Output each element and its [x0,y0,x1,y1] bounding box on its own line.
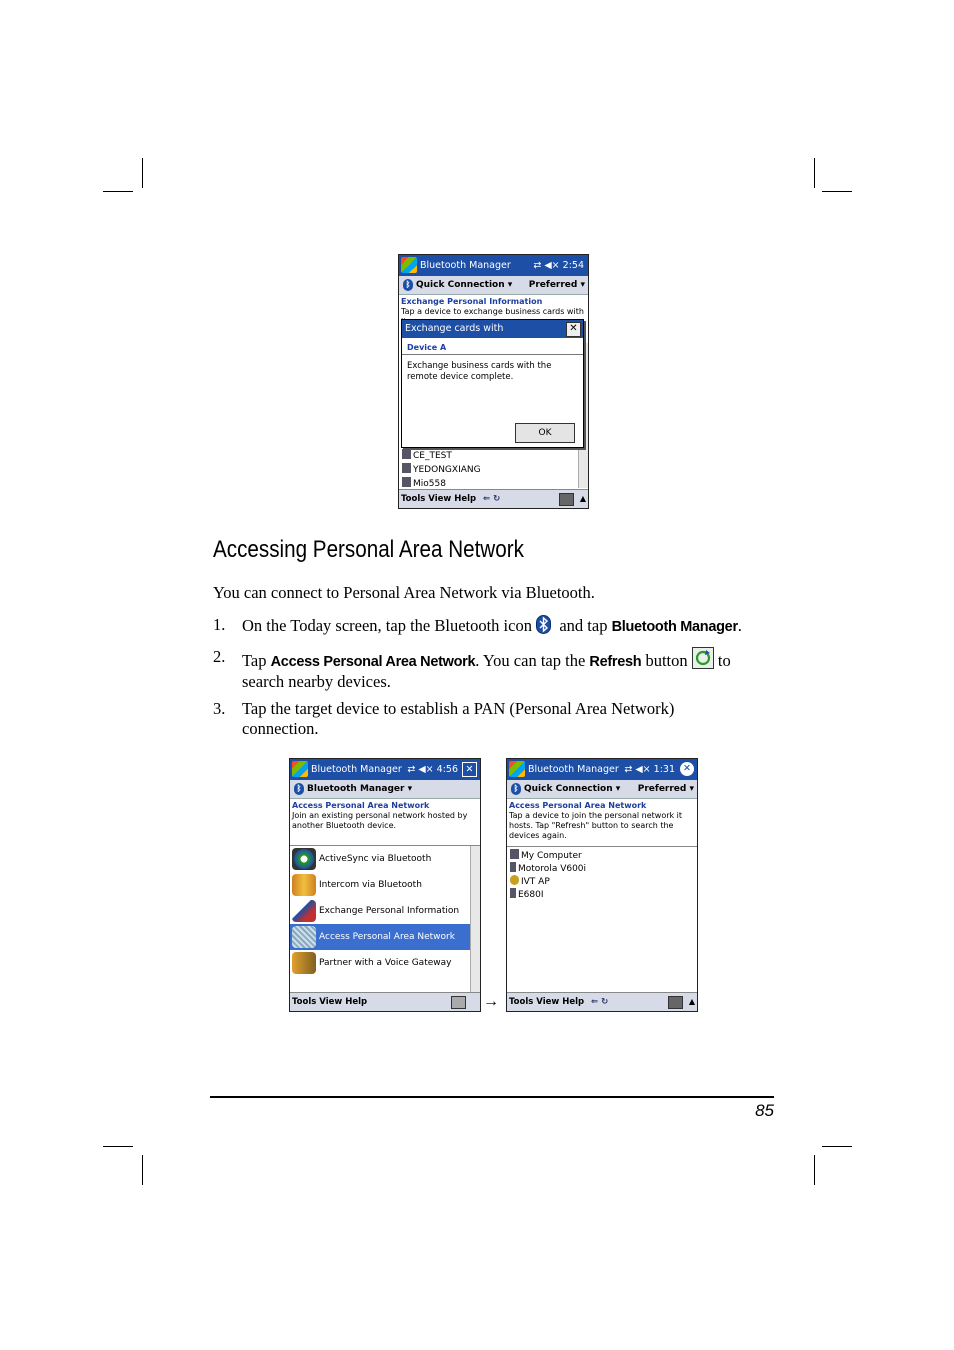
bluetooth-manager-menu[interactable]: Bluetooth Manager ▾ [307,784,413,794]
menu-tools-view-help[interactable]: Tools View Help [401,494,477,504]
intercom-icon [292,874,316,896]
menu-tools-view-help[interactable]: Tools View Help [509,997,585,1007]
quick-connection-menu[interactable]: Quick Connection ▾ [524,784,621,794]
computer-icon [402,449,411,459]
start-icon[interactable] [401,257,417,273]
back-refresh-icons[interactable]: ⇐ ↻ [591,997,609,1007]
title-bar [399,255,588,276]
device-item[interactable]: IVT AP [510,875,550,888]
crop-mark [822,1146,852,1147]
access-point-icon [510,875,519,885]
exchange-icon [292,900,316,922]
device-item[interactable]: Mio558 [402,477,446,490]
nav-bar [399,276,588,295]
crop-mark [814,1155,815,1185]
step-number: 3. [213,699,226,718]
header-title: Exchange Personal Information [401,297,543,306]
activesync-icon [292,848,316,870]
screenshot-bluetooth-manager [289,758,481,1012]
exchange-dialog [401,319,584,448]
arrow: → [483,993,499,1010]
step-number: 1. [213,615,226,634]
header-text: Tap a device to exchange business cards with [401,307,584,316]
menu-tools-view-help[interactable]: Tools View Help [292,997,368,1007]
bluetooth-icon: ᛒ [511,783,521,795]
bluetooth-icon: ᛒ [403,279,413,291]
keyboard-icon[interactable] [559,493,574,506]
page-header: Access Personal Area Network Tap a device to join the personal network it hosts. Tap "Refresh" button to search the devices again. [509,801,695,841]
menu-bar [290,992,480,1011]
crop-mark [103,1146,133,1147]
phone-icon [510,862,516,872]
bluetooth-icon [536,615,551,634]
section-heading: Accessing Personal Area Network [213,536,524,563]
status-area: ⇄ ◀× 2:54 [533,260,584,271]
close-icon[interactable]: ✕ [462,762,477,777]
keyboard-icon[interactable] [668,996,683,1009]
nav-bar [507,780,697,799]
status-area: ⇄ ◀× 4:56 [407,764,458,775]
crop-mark [142,158,143,188]
start-icon[interactable] [292,761,308,777]
device-item[interactable]: CE_TEST [402,449,452,462]
up-arrow-icon[interactable]: ▲ [579,494,586,503]
dialog-message: Exchange business cards with the remote device complete. [407,361,552,382]
back-refresh-icons[interactable]: ⇐ ↻ [483,494,501,504]
app-title: Bluetooth Manager [420,260,511,271]
step-number: 2. [213,647,226,666]
footer-rule [210,1096,774,1098]
menu-bar [399,489,588,508]
divider [507,846,697,847]
computer-icon [510,849,519,859]
title-bar [290,759,480,780]
app-title: Bluetooth Manager [311,764,402,775]
preferred-menu[interactable]: Preferred ▾ [528,280,585,290]
dialog-device: Device A [402,338,583,355]
crop-mark [822,191,852,192]
computer-icon [402,463,411,473]
crop-mark [814,158,815,188]
close-icon[interactable]: ✕ [680,762,694,776]
option-exchange[interactable]: Exchange Personal Information [290,898,470,924]
option-intercom[interactable]: Intercom via Bluetooth [290,872,470,898]
up-arrow-icon[interactable]: ▲ [688,997,695,1006]
crop-mark [103,191,133,192]
crop-mark [142,1155,143,1185]
header-title: Access Personal Area Network [509,801,647,810]
device-item[interactable]: Motorola V600i [510,862,586,875]
step-1: On the Today screen, tap the Bluetooth icon and tap Bluetooth Manager. [242,616,742,635]
computer-icon [402,477,411,487]
status-area: ⇄ ◀× 1:31 [624,764,675,775]
option-voice-gateway[interactable]: Partner with a Voice Gateway [290,950,470,976]
phone-icon [292,952,316,974]
option-activesync[interactable]: ActiveSync via Bluetooth [290,846,470,872]
dialog-close-button[interactable]: ✕ [566,322,581,337]
device-item[interactable]: My Computer [510,849,582,862]
quick-connection-menu[interactable]: Quick Connection ▾ [416,280,513,290]
title-bar [507,759,697,780]
device-item[interactable]: YEDONGXIANG [402,463,481,476]
network-icon [292,926,316,948]
option-access-pan[interactable]: Access Personal Area Network [290,924,470,950]
dialog-title: Exchange cards with [402,320,583,338]
step-3: Tap the target device to establish a PAN (Personal Area Network) connection. [242,699,675,738]
scrollbar[interactable] [470,846,480,992]
ok-button[interactable]: OK [515,423,575,443]
page-header: Access Personal Area Network Join an existing personal network hosted by another Bluetooth device. [292,801,478,831]
intro-paragraph: You can connect to Personal Area Network via Bluetooth. [213,583,595,602]
screenshot-pan-devices [506,758,698,1012]
phone-icon [510,888,516,898]
menu-bar [507,992,697,1011]
bluetooth-icon: ᛒ [294,783,304,795]
header-title: Access Personal Area Network [292,801,430,810]
screenshot-exchange-cards [398,254,589,509]
preferred-menu[interactable]: Preferred ▾ [637,784,694,794]
page-number: 85 [755,1101,774,1120]
nav-bar [290,780,480,799]
device-item[interactable]: E680I [510,888,544,901]
step-2: Tap Access Personal Area Network. You can tap the Refresh button to search nearby devices. [242,647,782,692]
keyboard-icon[interactable] [451,996,466,1009]
refresh-icon [692,647,714,669]
start-icon[interactable] [509,761,525,777]
app-title: Bluetooth Manager [528,764,619,775]
